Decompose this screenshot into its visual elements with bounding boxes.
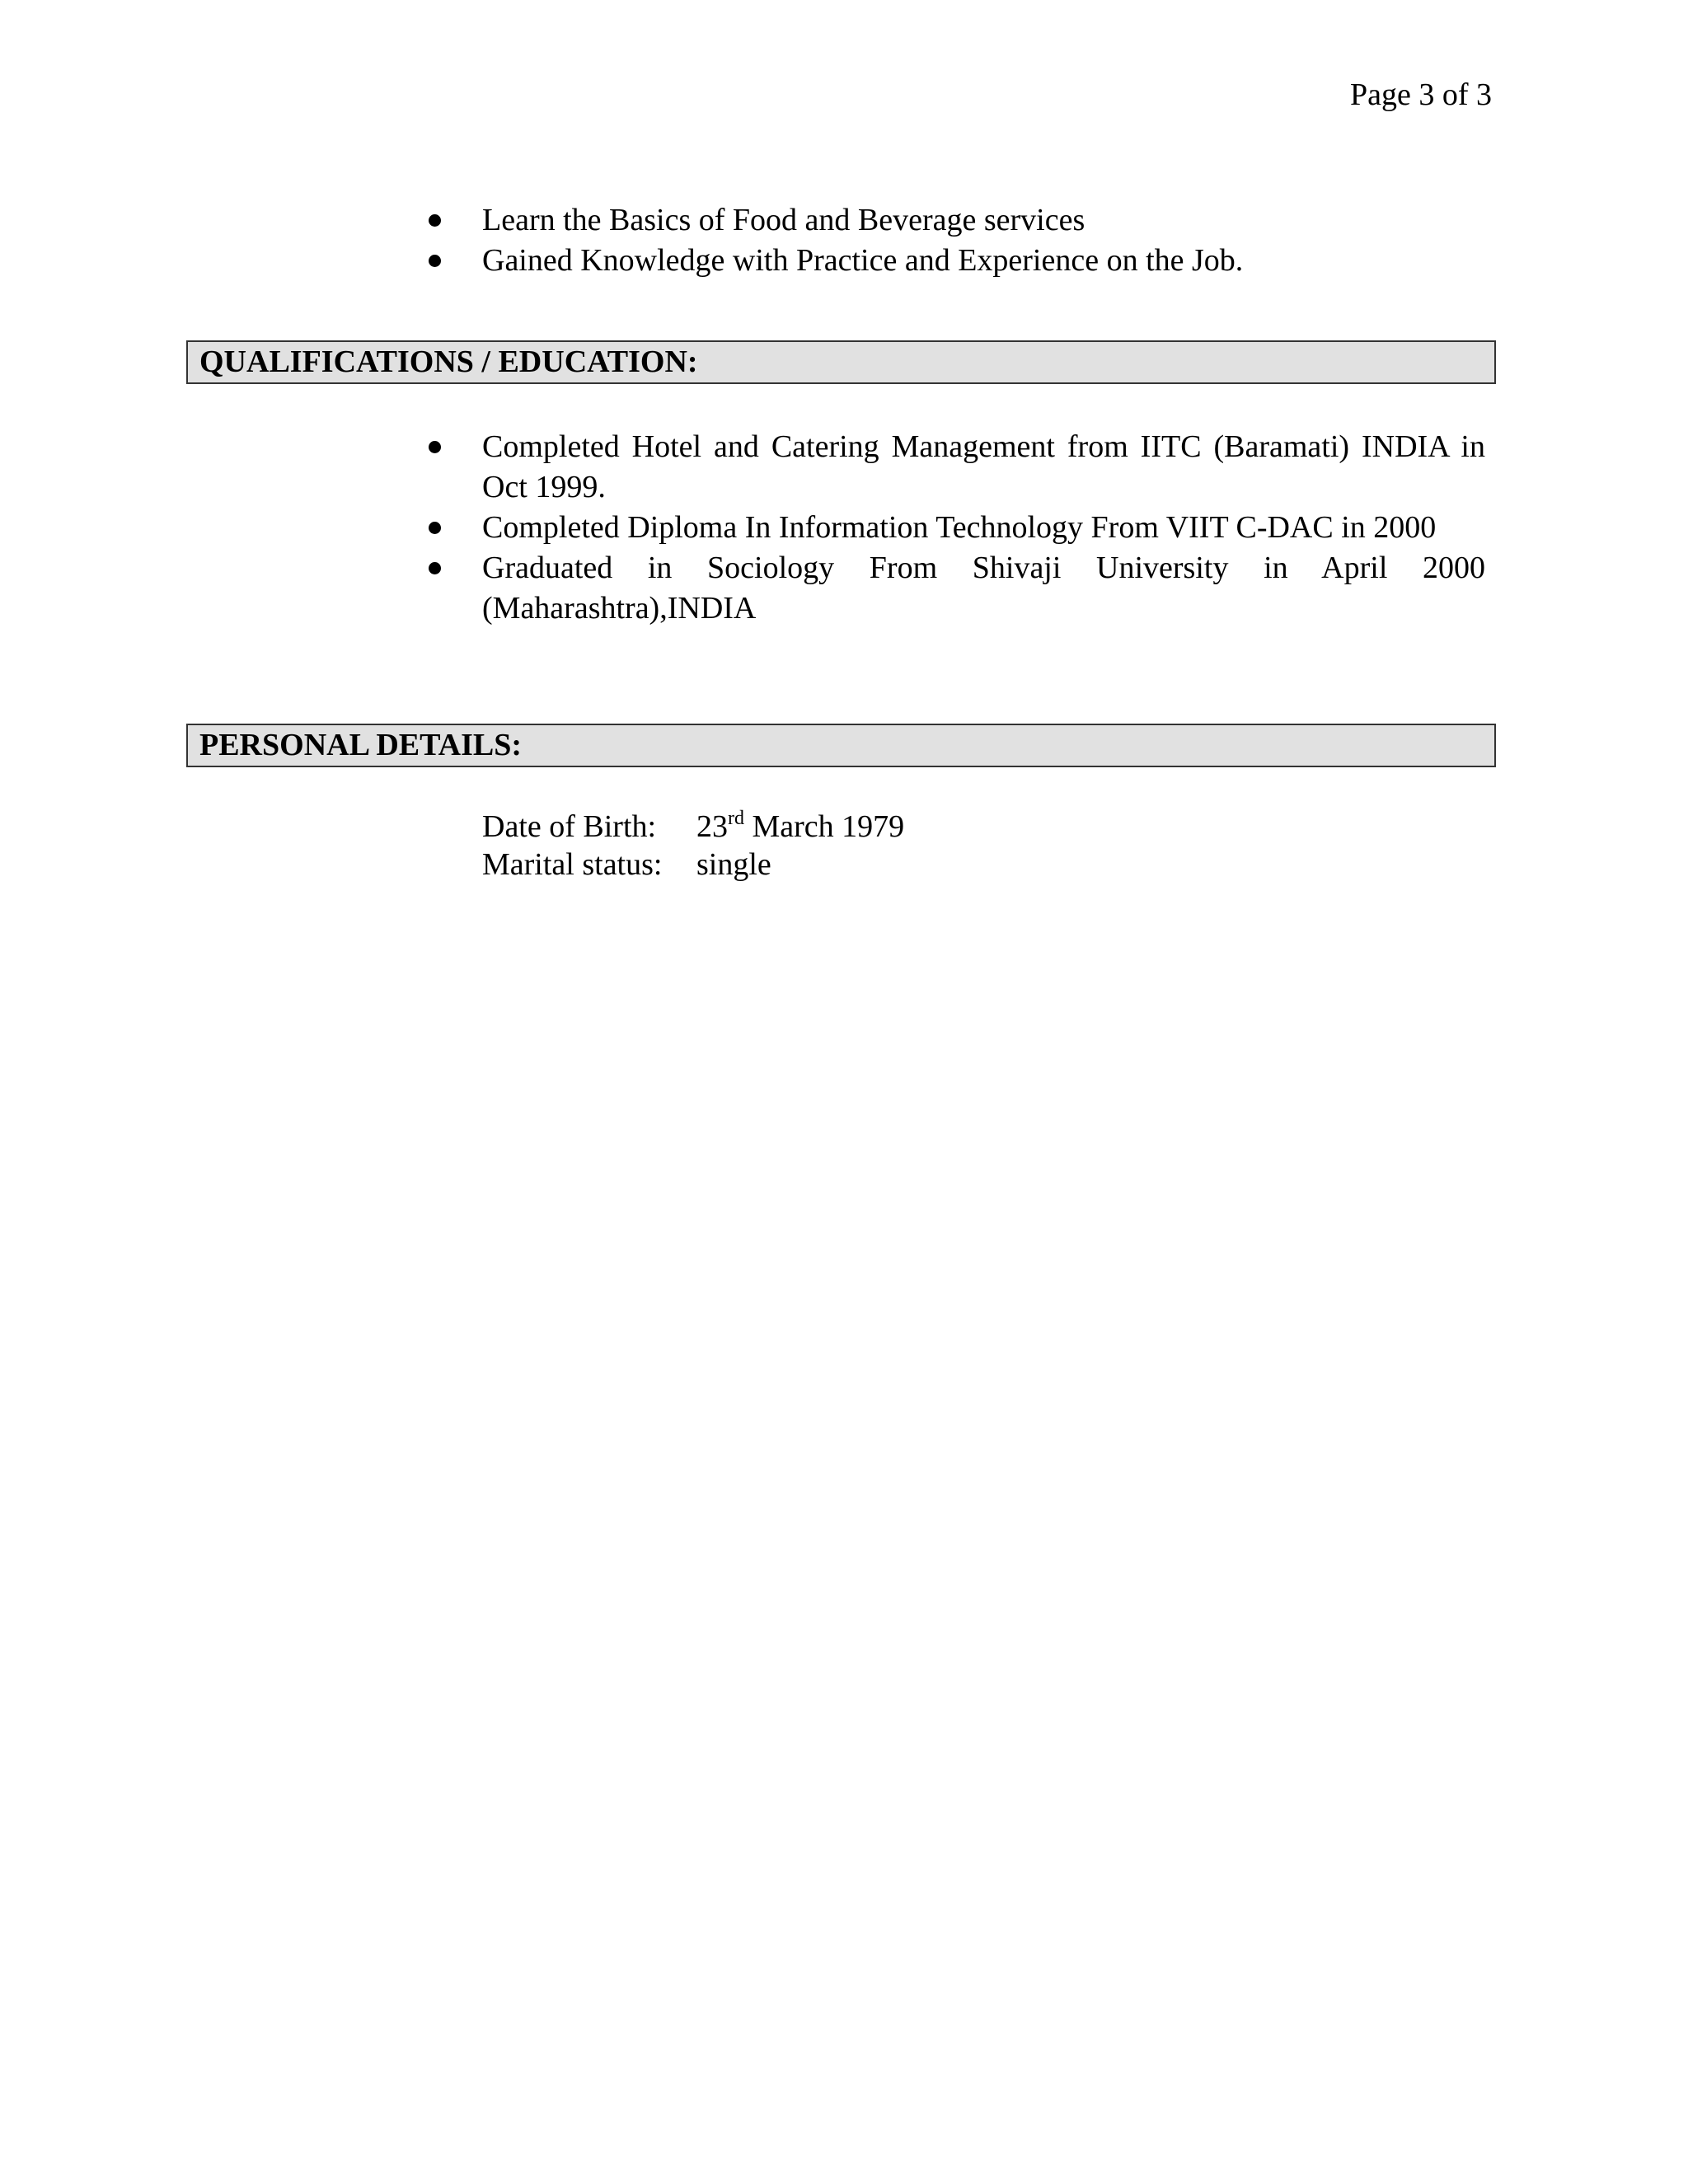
marital-value: single [696,847,771,882]
bullet-text: Gained Knowledge with Practice and Experience on the Job. [482,243,1244,278]
list-item [429,241,1485,281]
bullet-icon [429,255,441,267]
bullet-text: Graduated in Sociology From Shivaji University in April 2000 (Maharashtra),INDIA [482,551,1485,626]
bullet-icon [429,214,441,227]
marital-label: Marital status: [482,847,663,882]
list-item [429,548,1485,629]
dob-label: Date of Birth: [482,809,657,844]
list-item [429,508,1485,548]
qualifications-heading: QUALIFICATIONS / EDUCATION: [186,340,1496,384]
bullet-icon [429,562,441,574]
bullet-text: Completed Hotel and Catering Management from IITC (Baramati) INDIA in Oct 1999. [482,429,1485,504]
bullet-text: Learn the Basics of Food and Beverage services [482,203,1085,237]
marital-row [482,846,904,883]
dob-row [482,808,904,846]
personal-details [482,808,904,883]
list-item [429,427,1485,508]
dob-day: 23 [696,809,728,844]
dob-value [696,808,904,846]
bullet-text: Completed Diploma In Information Technology From VIIT C-DAC in 2000 [482,510,1437,545]
dob-rest: March 1979 [744,809,905,844]
bullet-icon [429,441,441,453]
personal-details-heading: PERSONAL DETAILS: [186,724,1496,767]
list-item [429,200,1485,241]
bullet-icon [429,522,441,534]
experience-list [429,200,1485,281]
page-number: Page 3 of 3 [1349,77,1492,112]
qualifications-list [429,427,1485,629]
dob-suffix: rd [728,808,744,829]
